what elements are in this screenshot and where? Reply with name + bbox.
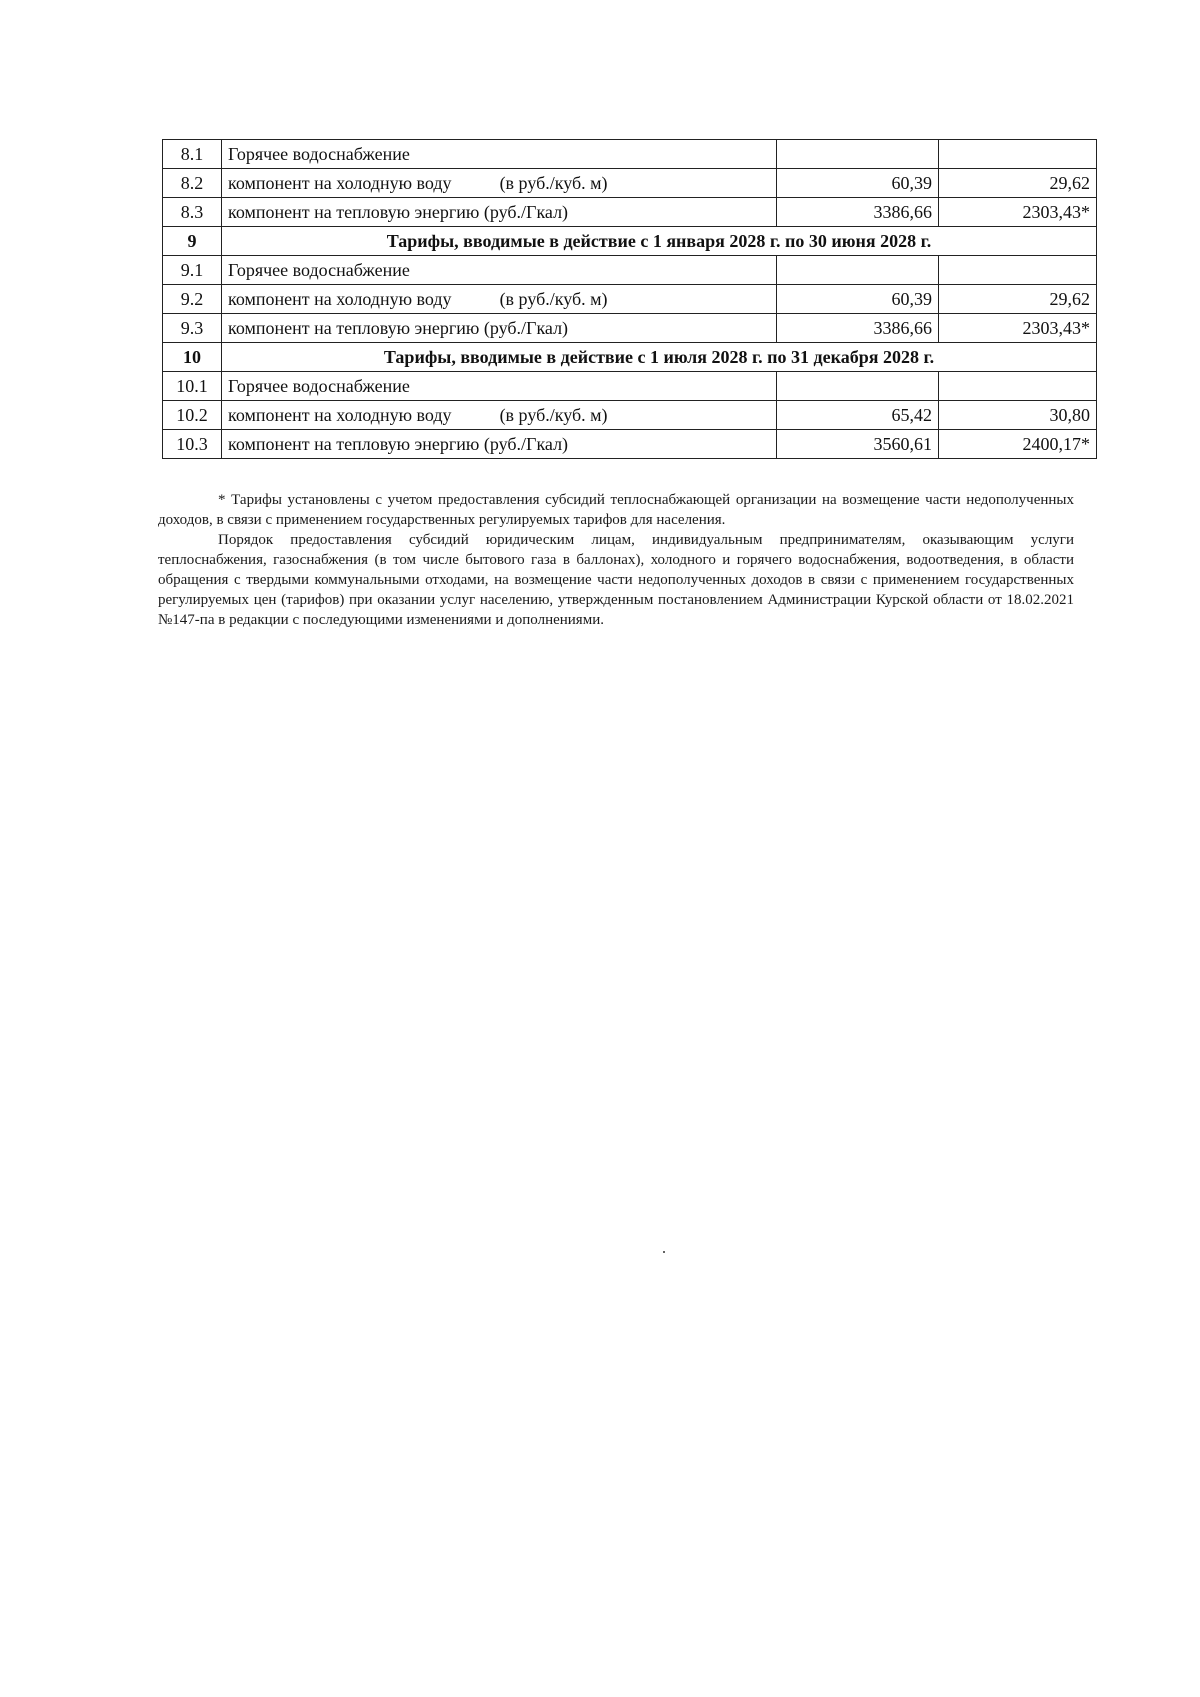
row-value-2: 30,80 [939, 401, 1097, 430]
row-name [222, 256, 777, 285]
row-name-text: компонент на тепловую энергию (руб./Гкал) [228, 318, 569, 338]
row-name [222, 169, 777, 198]
row-number: 10.2 [163, 401, 222, 430]
table-row [163, 314, 1097, 343]
row-name [222, 372, 777, 401]
row-value-2 [939, 372, 1097, 401]
row-name [222, 401, 777, 430]
row-number: 9.1 [163, 256, 222, 285]
tariff-table-body [163, 140, 1097, 459]
row-name-text: Горячее водоснабжение [228, 260, 410, 280]
row-value-2: 29,62 [939, 285, 1097, 314]
row-value-2 [939, 140, 1097, 169]
section-row [163, 343, 1097, 372]
row-value-1 [777, 256, 939, 285]
table-row [163, 372, 1097, 401]
table-row [163, 198, 1097, 227]
tariff-footnote: * Тарифы установлены с учетом предоставления субсидий теплоснабжающей организации на возмещение части недополученных доходов, в связи с применением государственных регулируемых тарифов для населения. [158, 492, 1074, 528]
row-name-text: компонент на холодную воду [228, 405, 452, 425]
row-value-1: 3560,61 [777, 430, 939, 459]
section-title: Тарифы, вводимые в действие с 1 июля 2028 г. по 31 декабря 2028 г. [222, 343, 1097, 372]
subsidy-procedure-paragraph: Порядок предоставления субсидий юридическим лицам, индивидуальным предпринимателям, оказывающим услуги теплоснабжения, газоснабжения (в том числе бытового газа в баллонах), холодного и горячего водоснабжения, водоотведения, в области обращения с твердыми коммунальными отходами, на возмещение части недополученных доходов в связи с применением государственных регулируемых цен (тарифов) при оказании услуг населению, утвержденным постановлением Администрации Курской области от 18.02.2021 №147-па в редакции с последующими изменениями и дополнениями. [158, 532, 1074, 628]
row-name [222, 314, 777, 343]
row-name [222, 140, 777, 169]
row-name-text: компонент на холодную воду [228, 289, 452, 309]
row-name [222, 198, 777, 227]
section-number: 10 [163, 343, 222, 372]
table-row [163, 140, 1097, 169]
table-row [163, 256, 1097, 285]
row-unit: (в руб./куб. м) [499, 405, 608, 425]
row-number: 8.2 [163, 169, 222, 198]
table-row [163, 169, 1097, 198]
row-unit: (в руб./куб. м) [499, 173, 608, 193]
row-name-text: компонент на холодную воду [228, 173, 452, 193]
row-name-text: компонент на тепловую энергию (руб./Гкал) [228, 434, 569, 454]
row-value-1: 60,39 [777, 169, 939, 198]
row-value-1 [777, 372, 939, 401]
row-value-2: 2303,43* [939, 314, 1097, 343]
row-name-text: компонент на тепловую энергию (руб./Гкал) [228, 202, 569, 222]
row-number: 8.1 [163, 140, 222, 169]
row-value-1 [777, 140, 939, 169]
row-value-1: 3386,66 [777, 198, 939, 227]
section-number: 9 [163, 227, 222, 256]
row-name [222, 285, 777, 314]
row-value-2 [939, 256, 1097, 285]
scan-speck [663, 1251, 665, 1253]
row-name [222, 430, 777, 459]
row-value-1: 60,39 [777, 285, 939, 314]
row-number: 8.3 [163, 198, 222, 227]
table-row [163, 430, 1097, 459]
row-number: 10.1 [163, 372, 222, 401]
row-value-2: 2400,17* [939, 430, 1097, 459]
row-name-text: Горячее водоснабжение [228, 376, 410, 396]
row-unit: (в руб./куб. м) [499, 289, 608, 309]
table-row [163, 401, 1097, 430]
row-value-2: 29,62 [939, 169, 1097, 198]
row-value-1: 3386,66 [777, 314, 939, 343]
row-number: 9.2 [163, 285, 222, 314]
notes-block [158, 490, 1074, 630]
row-value-2: 2303,43* [939, 198, 1097, 227]
row-number: 9.3 [163, 314, 222, 343]
section-row [163, 227, 1097, 256]
row-value-1: 65,42 [777, 401, 939, 430]
section-title: Тарифы, вводимые в действие с 1 января 2028 г. по 30 июня 2028 г. [222, 227, 1097, 256]
row-number: 10.3 [163, 430, 222, 459]
row-name-text: Горячее водоснабжение [228, 144, 410, 164]
table-row [163, 285, 1097, 314]
tariff-table [162, 139, 1097, 459]
